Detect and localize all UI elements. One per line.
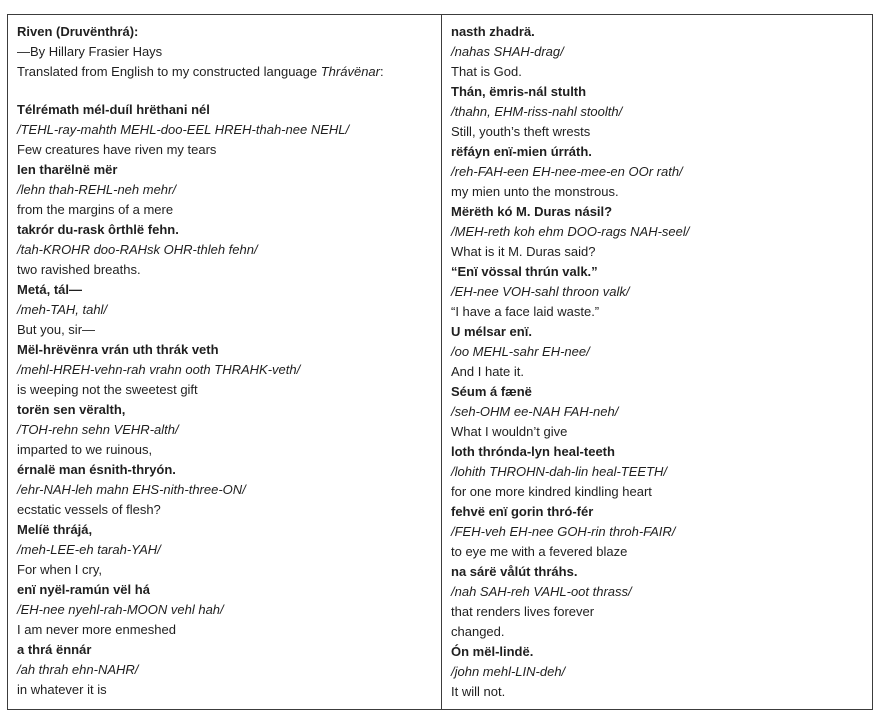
english-line: It will not. xyxy=(451,684,506,699)
stanza xyxy=(451,442,863,502)
conlang-line: Ón mël-lindë. xyxy=(451,644,534,659)
pronunciation-line: /nahas SHAH-drag/ xyxy=(451,44,564,59)
stanza xyxy=(17,340,432,400)
conlang-line: Ien tharëlnë mër xyxy=(17,162,118,177)
pronunciation-line: /tah-KROHR doo-RAHsk OHR-thleh fehn/ xyxy=(17,242,258,257)
english-line: For when I cry, xyxy=(17,562,103,577)
english-line: That is God. xyxy=(451,64,522,79)
english-line: for one more kindred kindling heart xyxy=(451,484,652,499)
right-stanza-list xyxy=(451,22,863,702)
english-line: And I hate it. xyxy=(451,364,524,379)
pronunciation-line: /mehl-HREH-vehn-rah vrahn ooth THRAHK-veth/ xyxy=(17,362,301,377)
conlang-line: Télrémath mél-duíl hrëthani nél xyxy=(17,102,210,117)
pronunciation-line: /EH-nee VOH-sahl throon valk/ xyxy=(451,284,630,299)
stanza xyxy=(17,100,432,160)
conlang-line: takrór du-rask ôrthlë fehn. xyxy=(17,222,179,237)
conlang-line: a thrá ënnár xyxy=(17,642,92,657)
english-line: imparted to we ruinous, xyxy=(17,442,153,457)
stanza xyxy=(451,562,863,642)
poem-table xyxy=(7,14,873,710)
stanza xyxy=(451,22,863,82)
stanza xyxy=(451,142,863,202)
english-line: in whatever it is xyxy=(17,682,107,697)
stanza xyxy=(451,202,863,262)
conlang-line: Metá, tál— xyxy=(17,282,83,297)
translation-note xyxy=(17,62,432,82)
english-line: “I have a face laid waste.” xyxy=(451,304,600,319)
english-line: ecstatic vessels of flesh? xyxy=(17,502,161,517)
pronunciation-line: /FEH-veh EH-nee GOH-rin throh-FAIR/ xyxy=(451,524,676,539)
stanza xyxy=(451,382,863,442)
english-line: my mien unto the monstrous. xyxy=(451,184,619,199)
pronunciation-line: /EH-nee nyehl-rah-MOON vehl hah/ xyxy=(17,602,224,617)
conlang-line: nasth zhadrä. xyxy=(451,24,535,39)
english-line: What is it M. Duras said? xyxy=(451,244,596,259)
pronunciation-line: /seh-OHM ee-NAH FAH-neh/ xyxy=(451,404,619,419)
translation-note-suffix: : xyxy=(379,64,384,79)
stanza xyxy=(17,160,432,220)
pronunciation-line: /TEHL-ray-mahth MEHL-doo-EEL HREH-thah-nee NEHL/ xyxy=(17,122,350,137)
left-column xyxy=(8,15,442,709)
english-line: changed. xyxy=(451,624,505,639)
conlang-line: na sárë vålút thráhs. xyxy=(451,564,578,579)
stanza xyxy=(451,322,863,382)
conlang-line: loth thrónda-lyn heal-teeth xyxy=(451,444,615,459)
conlang-line: fehvë enï gorin thró-fér xyxy=(451,504,594,519)
conlang-line: torën sen vëralth, xyxy=(17,402,126,417)
pronunciation-line: /lehn thah-REHL-neh mehr/ xyxy=(17,182,176,197)
pronunciation-line: /meh-TAH, tahl/ xyxy=(17,302,108,317)
pronunciation-line: /ah thrah ehn-NAHR/ xyxy=(17,662,139,677)
pronunciation-line: /john mehl-LIN-deh/ xyxy=(451,664,566,679)
english-line: I am never more enmeshed xyxy=(17,622,176,637)
english-line: What I wouldn’t give xyxy=(451,424,568,439)
poem-byline: —By Hillary Frasier Hays xyxy=(17,44,163,59)
english-line: Still, youth’s theft wrests xyxy=(451,124,591,139)
conlang-line: Melíë thrájá, xyxy=(17,522,93,537)
stanza xyxy=(17,280,432,340)
pronunciation-line: /MEH-reth koh ehm DOO-rags NAH-seel/ xyxy=(451,224,690,239)
conlang-line: U mélsar enï. xyxy=(451,324,532,339)
language-name: Thrávënar xyxy=(320,64,380,79)
pronunciation-line: /ehr-NAH-leh mahn EHS-nith-three-ON/ xyxy=(17,482,246,497)
english-line: that renders lives forever xyxy=(451,604,595,619)
english-line: from the margins of a mere xyxy=(17,202,174,217)
conlang-line: Mël-hrëvënra vrán uth thrák veth xyxy=(17,342,219,357)
stanza xyxy=(451,82,863,142)
conlang-line: Mërëth kó M. Duras násil? xyxy=(451,204,613,219)
english-line: two ravished breaths. xyxy=(17,262,141,277)
stanza xyxy=(451,262,863,322)
stanza xyxy=(17,460,432,520)
stanza xyxy=(17,220,432,280)
stanza xyxy=(17,520,432,580)
pronunciation-line: /oo MEHL-sahr EH-nee/ xyxy=(451,344,590,359)
stanza xyxy=(17,580,432,640)
english-line: Few creatures have riven my tears xyxy=(17,142,217,157)
conlang-line: érnalë man ésnith-thryón. xyxy=(17,462,176,477)
pronunciation-line: /nah SAH-reh VAHL-oot thrass/ xyxy=(451,584,632,599)
stanza xyxy=(17,400,432,460)
left-stanza-list xyxy=(17,100,432,700)
conlang-line: rëfáyn enï-mien úrráth. xyxy=(451,144,592,159)
pronunciation-line: /TOH-rehn sehn VEHR-alth/ xyxy=(17,422,179,437)
pronunciation-line: /lohith THROHN-dah-lin heal-TEETH/ xyxy=(451,464,668,479)
conlang-line: “Enï vössal thrún valk.” xyxy=(451,264,598,279)
stanza xyxy=(451,502,863,562)
right-column xyxy=(442,15,872,709)
english-line: is weeping not the sweetest gift xyxy=(17,382,198,397)
poem-header xyxy=(17,22,432,82)
conlang-line: enï nyël-ramún vël há xyxy=(17,582,150,597)
poem-title: Riven (Druvënthrá): xyxy=(17,24,139,39)
conlang-line: Séum á fænë xyxy=(451,384,532,399)
english-line: to eye me with a fevered blaze xyxy=(451,544,628,559)
english-line: But you, sir— xyxy=(17,322,96,337)
stanza xyxy=(17,640,432,700)
pronunciation-line: /meh-LEE-eh tarah-YAH/ xyxy=(17,542,161,557)
pronunciation-line: /reh-FAH-een EH-nee-mee-en OOr rath/ xyxy=(451,164,683,179)
stanza xyxy=(451,642,863,702)
pronunciation-line: /thahn, EHM-riss-nahl stoolth/ xyxy=(451,104,623,119)
conlang-line: Thán, ëmris-nál stulth xyxy=(451,84,587,99)
translation-note-prefix: Translated from English to my constructed language xyxy=(17,64,321,79)
